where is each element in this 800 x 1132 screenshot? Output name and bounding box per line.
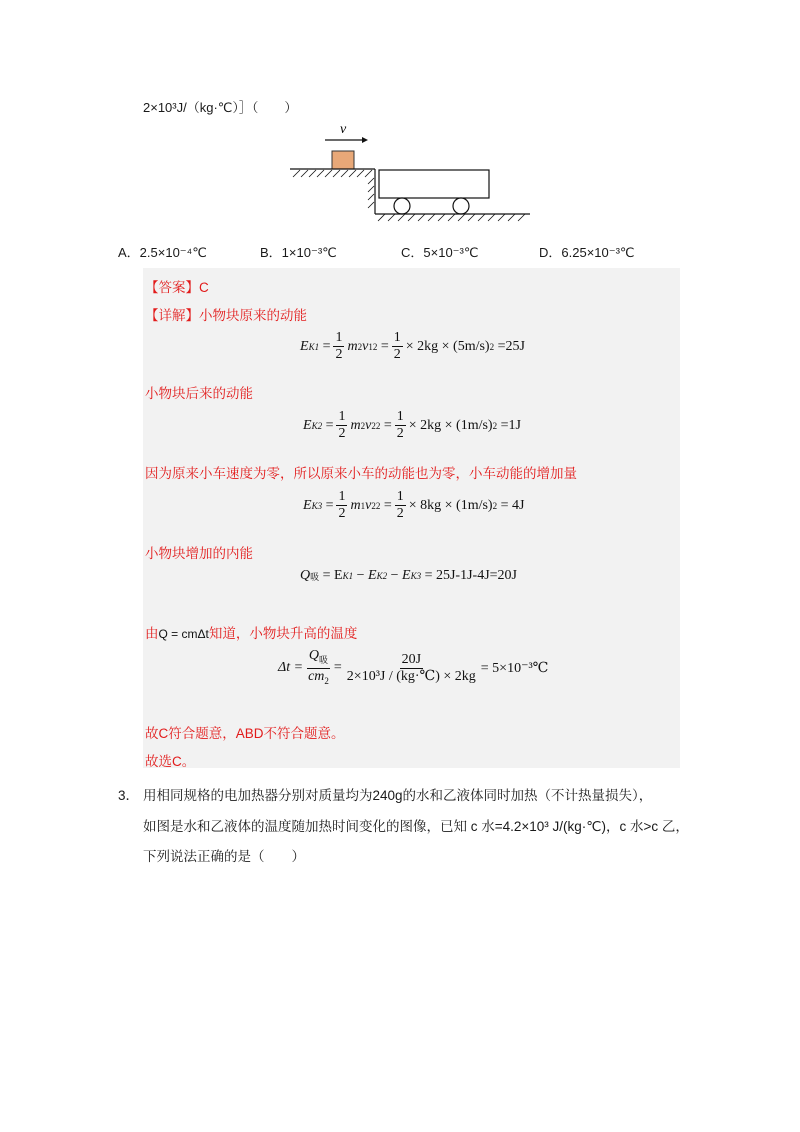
question-continuation: 2×10³J/（kg·℃）］（ ） bbox=[143, 100, 298, 115]
formula-q-cm-dt: Q = cmΔt bbox=[158, 627, 209, 641]
final-choice-line: 故选C。 bbox=[145, 754, 196, 769]
equation-delta-t: Δt = $\frac{Q_吸}{cm_2}$ = $\frac{20J}{\text{2×10³J / (kg·℃) × 2kg}}$ = 5×10⁻³℃ bbox=[278, 648, 549, 686]
line-q-label: 小物块增加的内能 bbox=[145, 546, 253, 561]
small-block bbox=[332, 151, 354, 169]
table-hatching bbox=[293, 170, 374, 208]
equation-q-absorbed: Q 吸 = E K1 − E K2 − E K3 = 25J-1J-4J=20J bbox=[300, 568, 517, 583]
question-3-number: 3． bbox=[118, 788, 140, 803]
option-c[interactable]: C．5×10⁻³℃ bbox=[401, 245, 479, 260]
conclusion-line: 故C符合题意，ABD不符合题意。 bbox=[145, 726, 345, 741]
equation-ek1: E K1 = $\frac{1}{2}$ m 2 v 1 2 = $\frac{1}{2}$ × 2kg × (5m/s) 2 =25J bbox=[300, 330, 525, 362]
line-ek2-label: 小物块后来的动能 bbox=[145, 386, 253, 401]
option-d[interactable]: D．6.25×10⁻³℃ bbox=[539, 245, 635, 260]
cart-body bbox=[379, 170, 489, 198]
floor-hatching bbox=[378, 214, 525, 221]
question-3-line1: 用相同规格的电加热器分别对质量均为240g的水和乙液体同时加热（不计热量损失）， bbox=[143, 788, 653, 803]
velocity-label: v bbox=[340, 122, 347, 137]
option-a[interactable]: A．2.5×10⁻⁴℃ bbox=[118, 245, 207, 260]
detail-line: 【详解】小物块原来的动能 bbox=[145, 308, 307, 323]
answer-line bbox=[145, 276, 209, 296]
equation-ek3: E K3 = $\frac{1}{2}$ m 1 v 2 2 = $\frac{1}{2}$ × 8kg × (1m/s) 2 = 4J bbox=[303, 489, 525, 521]
block-cart-figure bbox=[290, 118, 535, 228]
equation-ek2: E K2 = $\frac{1}{2}$ m 2 v 2 2 = $\frac{1}{2}$ × 2kg × (1m/s) 2 =1J bbox=[303, 409, 521, 441]
answer-options bbox=[118, 242, 718, 262]
option-b[interactable]: B．1×10⁻³℃ bbox=[260, 245, 337, 260]
solution-panel bbox=[143, 268, 680, 768]
line-ek3-label: 因为原来小车速度为零，所以原来小车的动能也为零，小车动能的增加量 bbox=[145, 466, 577, 481]
answer-tag: 【答案】 bbox=[145, 280, 199, 295]
question-3-line2: 如图是水和乙液体的温度随加热时间变化的图像，已知 c 水=4.2×10³ J/(kg·℃)，c 水>c 乙， bbox=[143, 819, 689, 834]
line-dt-label: 由Q = cmΔt知道，小物块升高的温度 bbox=[145, 626, 358, 641]
answer-value: C bbox=[199, 280, 209, 295]
question-3-line3: 下列说法正确的是（ ） bbox=[143, 849, 305, 864]
cart-wheel-right bbox=[453, 198, 469, 214]
cart-wheel-left bbox=[394, 198, 410, 214]
detail-tag: 【详解】 bbox=[145, 308, 199, 323]
